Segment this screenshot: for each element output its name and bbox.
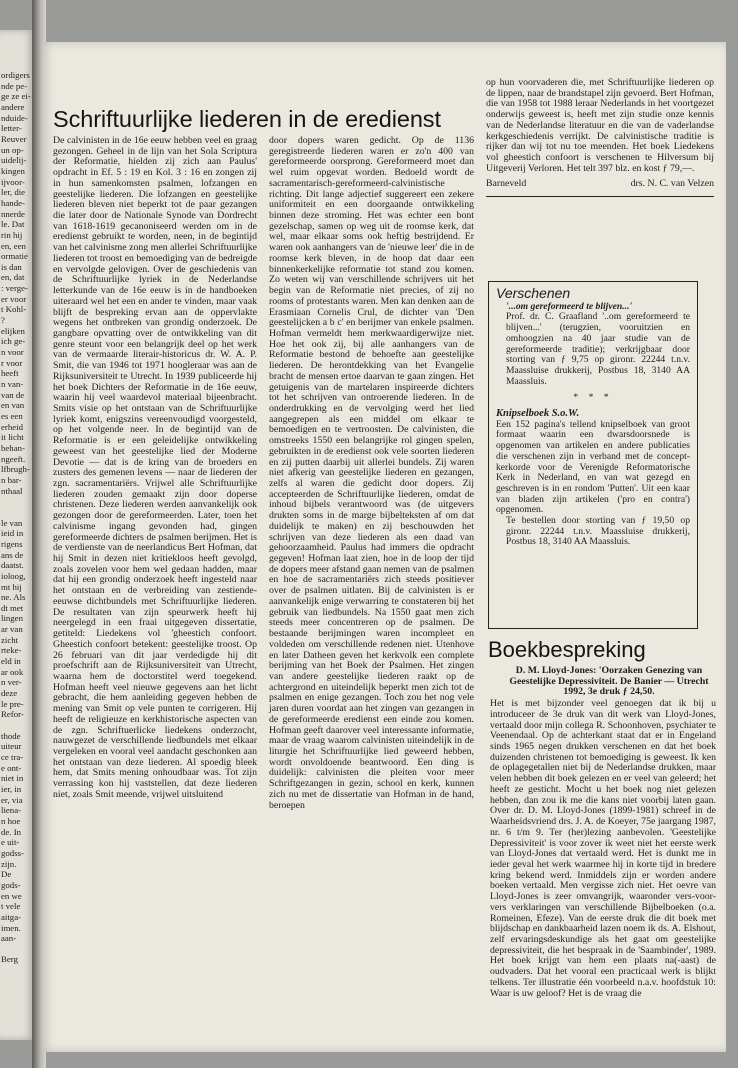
article-column-2 [269,136,474,811]
book1-text: Prof. dr. C. Graafland '..om gereformeerd te blijven...' (terugzien, vooruitzien en omhoogzien na 40 jaar studie van de gereformeerde traditie); verkrijgbaar door storting van ƒ 9,75 op gironr. 22244 t.n.v. Maassluise drukkerij, Postbus 18, 3140 AA Maassluis. [506,311,690,387]
previous-page-fragment: en we [1,890,22,901]
previous-page-fragment: de. In [1,826,22,837]
previous-page-fragment: it licht [1,432,24,443]
previous-page-fragment: nthaal [1,485,23,496]
previous-page-fragment: rin hij [1,229,23,240]
previous-page-fragment: letter- [1,123,22,134]
previous-page-fragment: e ont- [1,762,22,773]
previous-page-fragment: thode [1,730,21,741]
previous-page-fragment: en, dat [1,272,25,283]
previous-page-fragment: t Kohl- [1,304,27,315]
previous-page-fragment: n ver- [1,677,22,688]
review-book-header: D. M. Lloyd-Jones: 'Oorzaken Genezing van Geestelijke Depressiviteit. De Banier — Utrecht 1992, 3e druk ƒ 24,50. [509,665,709,698]
previous-page-fragment: nduide- [1,112,28,123]
previous-page-fragment: behan- [1,442,25,453]
verschenen-heading: Verschenen [496,285,571,301]
verschenen-box [488,281,698,629]
signature-line [486,179,714,190]
separator-stars: * * * [573,392,613,404]
article-text-1: De calvinisten in de 16e eeuw hebben veel en graag gezongen. Geheel in de lijn van het Sola Scriptura der Reformatie, hielden zij zich aan Paulus' opdracht in Ef. 5 : 19 en Kol. 3 : 16 en zongen zij in hun samenkomsten psalmen, lofzangen en geestelijke liederen. Die lofzangen en geestelijke liederen bleven niet beperkt tot de paar gezangen die later door de Nationale Synode van Dordrecht van 1618-1619 gecanoniseerd werden om in de eredienst gebruikt te worden, neen, in de begintijd van het calvinisme zong men allerlei Schriftuurlijke liederen tot troost en bemoediging van de bedreigde en vervolgde gelovigen. Over de geschiedenis van de Schriftuurlijke lyriek in de Nederlandse letterkunde van de 16e eeuw is in de handboeken uiteraard wel het een en ander te vinden, maar vaak blijft de bespreking ervan aan de oppervlakte wegens het ontbreken van grondig onderzoek. De gangbare opvatting over de ontwikkeling van dit genre steunt voor een belangrijk deel op het werk van de vermaarde literair-historicus dr. W. A. P. Smit, die van 1946 tot 1971 hoogleraar was aan de Rijksuniversiteit te Utrecht. In 1939 publiceerde hij het boek Dichters der Reformatie in de 16e eeuw, waarin hij veel waardevol materiaal bijeenbracht. Smits visie op het ontstaan van de Schriftuurlijke lyriek komt, enigszins vereenvoudigd voorgesteld, op het volgende neer. In de begintijd van de Reformatie is er een geleidelijke ontwikkeling geweest van het geestelijke lied der Moderne Devotie — dat is de kring van de broeders en zusters des gemenen levens — naar de liederen der zgn. sacramentariërs. Vrijwel alle Schriftuurlijke liederen zouden gemaakt zijn door doperse christenen. Deze liederen werden aanvankelijk ook gezongen door de gereformeerden. Later, toen het calvinisme ingang gevonden had, gingen gereformeerde dichters de psalmen berijmen. Het is de verdienste van de neerlandicus Bert Hofman, dat hij Smit in dezen niet kritiekloos heeft gevolgd, zoals zovelen voor hem wel gedaan hadden, maar dat hij een grondig onderzoek heeft ingesteld naar het ontstaan en de verbreiding van zestiende-eeuwse dichtbundels met Schriftuurlijke liederen. De resultaten van zijn speurwerk heeft hij neergelegd in een fraai uitgegeven dissertatie, getiteld: Liedekens vol 'gheestich confoort. Gheestich confoort betekent: geestelijke troost. Op 26 februari van dit jaar verdedigde hij dit proefschrift aan de Rijksuniversiteit van Utrecht, waarna hem de doctorstitel werd toegekend. Hofman heeft veel nieuwe gegevens aan het licht gebracht, die hem aanleiding gegeven hebben de mening van Smit op vele punten te corrigeren. Hij heeft de religieuze en kerkhistorische aspecten van de zgn. Schriftuerlicke liedekens onderzocht, nauwgezet de verschillende liedbundels met elkaar vergeleken en vooral veel aandacht geschonken aan het ontstaan van deze liederen. Al spoedig bleek hem, dat Smits mening onhoudbaar was. Tot zijn verrassing kon hij vaststellen, dat deze liederen niet, zoals Smit meende, vrijwel uitsluitend [53,135,257,800]
previous-page-fragment: aan- [1,933,17,944]
previous-page-fragment: erheid [1,421,23,432]
article-column-1 [53,136,257,801]
book2-title: Knipselboek S.o.W. [496,408,580,420]
previous-page-fragment: er, via [1,794,23,805]
previous-page-fragment: hande- [1,197,25,208]
previous-page-fragment: zicht [1,634,19,645]
previous-page-fragment: : verge- [1,283,28,294]
previous-page-fragment: ieid in [1,528,24,539]
previous-page-fragment: mt hij [1,581,22,592]
article-text-2: door dopers waren gedicht. Op de 1136 geregistreerde liederen waren er zo'n 400 van gereformeerde oorsprong. Gereformeerd moet dan wel ruim opgevat worden. Bedoeld wordt de sacramentarisch-gereformeerd-calvinistische richting. Dit lange adjectief suggereert een zekere uniformiteit en een doorgaande ontwikkeling binnen deze stroming. Het was echter een bont gezelschap, samen op weg uit de roomse kerk, dat wel, maar elkaar soms ook heftig bestrijdend. Er waren ook aanhangers van de 'nieuwe leer' die in de roomse kerk bleven, in de hoop dat daar een binnenkerkelijke reformatie tot stand zou komen. Zo weten wij van verschillende schrijvers uit het begin van de Reformatie niet precies, of zij no rooms of protestants waren. Men kan denken aan de Erasmiaan Cornelis Crul, de dichter van 'Den geestelijcken a b c' en berijmer van enkele psalmen. Hofman vermeldt hem merkwaardigerwijze niet. Hoe het ook zij, bij alle aanhangers van de Reformatie bestond de behoefte aan geestelijke liederen. De herontdekking van het Evangelie bracht de mensen ertoe daarvan te gaan zingen. Het getuigenis van de martelaren inspireerde dichters tot het schrijven van ontroerende liederen. In de onderdrukking en de vervolging werd het lied aangegrepen als een middel om elkaar te bemoedigen en te vertroosten. De calvinisten, die omstreeks 1550 een belangrijke rol gingen spelen, gebruikten in de eredienst ook vele soorten liederen en zij putten daarbij uit allerlei bundels. Zij waren niet afkerig van geestelijke liederen en gezangen, zelfs al waren die gedicht door dopers. Zij accepteerden de Schriftuurlijke liederen, omdat de inhoud bijbels verantwoord was (de uitgevers drukten soms in de marge bijbelteksten af om dat duidelijk te maken) en zij beschouwden het schrijven van deze liederen als een daad van gehoorzaamheid. Paulus had immers die opdracht gegeven! Hofman laat zien, hoe in de loop der tijd de dopers meer afstand gaan nemen van de psalmen en hoe de sacramentariërs zich steeds positiever over de psalmen uitlaten. Bij de calvinisten is er aanvankelijk enige verwarring te constateren bij het gebruik van liedbundels. Na 1550 gaat men zich steeds meer concentreren op de psalmen. De bestaande berijmingen waren incompleet en voldeden om verschillende redenen niet. Utenhove en later Datheen geven het kerkvolk een complete berijming van het Boek der Psalmen. Het zingen van andere geestelijke liederen raakt op de achtergrond en uiteindelijk beperkt men zich tot de psalmen en enige gezangen. Toch zou het nog vele jaren duren voordat aan het zingen van gezangen in de gereformeerde eredienst een einde zou komen. Hofman geeft daarover veel interessante informatie, maar de vraag waarom calvinisten uiteindelijk in de liturgie het Schriftuurlijke lied geweerd hebben, wordt onvoldoende beantwoord. Een ding is duidelijk: calvinisten die pleiten voor meer Schriftgezangen in gezin, school en kerk, kunnen zich nu met de dissertatie van Hofman in de hand, beroepen [269,135,474,811]
book2-text: Een 152 pagina's tellend knipselboek van groot formaat waarin een dwarsdoorsnede is opgenomen van artikelen en andere publicaties die verschenen zijn in verband met de concept-kerkorde voor de Verenigde Reformatorische Kerk in Nederland, en van wat gezegd en geschreven is in en rondom 'Putten'. Uit een kaar van bladen zijn artikelen ('pro en contra') opgenomen. [496,418,690,516]
previous-page-fragment: en, een [1,240,26,251]
previous-page-fragment: De [1,869,12,880]
previous-page-fragment: ich ge- [1,336,26,347]
signature-place: Barneveld [486,178,527,190]
previous-page-fragment: ? [1,315,5,326]
previous-page-fragment: ormatie [1,251,28,262]
previous-page-fragment: en van [1,400,25,411]
previous-page-fragment: er voor [1,293,27,304]
previous-page-fragment: dt met [1,602,24,613]
divider [486,196,714,197]
book2-order: Te bestellen door storting van ƒ 19,50 op gironr. 22244 t.n.v. Maassluise drukkerij, Postbus 18, 3140 AA Maassluis. [506,515,690,548]
previous-page-fragment: t vele [1,901,21,912]
previous-page-fragment: aitga- [1,911,22,922]
previous-page-fragment: daatst. [1,560,24,571]
previous-page-fragment [1,944,36,955]
article-column-3 [486,78,714,197]
previous-page-fragment: Refor- [1,709,24,720]
previous-page-fragment: es een [1,411,23,421]
book1-title: '...om gereformeerd te blijven...' [506,300,633,312]
previous-page-fragment: gods- [1,879,21,890]
previous-page-fragment: nde pe- [1,80,28,91]
previous-page-fragment: niet in [1,773,24,784]
previous-page-fragment: n van- [1,379,24,390]
previous-page-fragment: ier, in [1,783,22,794]
article-text-3: op hun voorvaderen die, met Schriftuurlijke liederen op de lippen, naar de brandstapel zijn gevoerd. Bert Hofman, die van 1958 tot 1988 leraar Nederlands in het voortgezet onderwijs geweest is, heeft met zijn studie onze kennis van de Nederlandse literatuur en die van de vaderlandse kerkgeschiedenis verrijkt. De calvinistische traditie is rijker dan wij tot nu toe meenden. Het boek Liedekens vol gheestich confoort is verschenen te Hilversum bij Uitgeverij Verloren. Het telt 397 blz. en kost ƒ 79,—. [486,77,714,174]
previous-page-fragment: zijn. [1,858,17,869]
previous-page-fragment: uidelij- [1,155,27,166]
previous-page-fragment: e uit- [1,837,20,848]
previous-page-fragment: ler, die [1,187,26,198]
previous-page-fragment: heeft [1,368,19,379]
previous-page-fragment: kingen [1,165,25,176]
previous-page-fragment: ngeeft. [1,453,26,464]
signature-author: drs. N. C. van Velzen [630,178,714,190]
previous-page-fragment: eld in [1,656,21,667]
previous-page-fragment: le van [1,517,23,528]
previous-page-fragment: ans de [1,549,24,560]
previous-page-fragment: Reuver [1,133,27,144]
previous-page-fragment: rteke- [1,645,22,656]
previous-page-fragment: lfbrugh- [1,464,30,475]
previous-page-text [0,30,36,965]
previous-page-fragment: uiteur [1,741,22,752]
previous-page-fragment [1,496,36,507]
previous-page-fragment: r voor [1,357,23,368]
review-text: Het is met bijzonder veel genoegen dat ik bij u introduceer de 3e druk van dit werk van Lloyd-Jones, vertaald door mijn collega R. Schoonhoven, psychiater te Veenendaal. Op de achterkant staat dat er in Engeland sinds 1965 negen drukken verschenen en dat het boek duizenden christenen tot bemoediging is geweest. Ik ken de oplagegetallen niet bij de Nederlandse drukken, maar velen hebben dit boek gelezen en er veel van geleerd; het heeft ze gesticht. Mocht u het boek nog niet gelezen hebben, dan zou ik me die kans niet voorbij laten gaan. Over dr. D. M. Lloyd-Jones (1899-1981) schreef in de Waarheidsvriend drs. J. A. de Koeyer, 75e jaargang 1987, nr. 6 t/m 9. Ter (her)lezing aanbevolen. 'Geestelijke Depressiviteit' is voor zover ik weet niet het eerste werk van Lloyd-Jones dat vertaald werd. Het is dunkt me in ieder geval het werk waarmee hij in korte tijd in bredere kring bekend werd. Inmiddels zijn er worden andere boeken vertaald. Men vergisse zich niet. Het oevre van Lloyd-Jones is zeer omvangrijk, waaronder vers-voor-vers verklaringen van verschillende Bijbelboeken (o.a. Romeinen, Efeze). Van de eerste druk die dit boek met blijdschap en dankbaarheid lazen noem ik ds. A. Elshout, zelf ervaringsdeskundige als het gaat om geestelijke depressiviteit, die het bespraak in de 'Saambinder', 1989. Het boek krijgt van hem een plaats na(-aast) de oudvaders. Dat het vooral een practicaal werk is blijkt telkens. Ter illustratie één voorbeeld n.a.v. hoofdstuk 10: Waar is uw geloof? Het is de vraag die [490,698,716,999]
previous-page-fragment: un op- [1,144,24,155]
previous-page-fragment: le pre- [1,698,24,709]
previous-page-fragment: godss- [1,847,24,858]
previous-page-fragment: andere [1,101,25,112]
previous-page-fragment [1,720,36,731]
previous-page-fragment: ordigers [1,70,30,80]
previous-page-fragment: ne. Als [1,592,26,603]
previous-page-fragment: imen. [1,922,21,933]
previous-page-fragment: n voor [1,347,24,358]
previous-page-fragment: van de [1,389,25,400]
previous-page-fragment: deze [1,688,18,699]
previous-page-fragment: ar van [1,624,23,635]
article-title: Schriftuurlijke liederen in de eredienst [53,106,441,132]
previous-page-fragment: ar ook [1,666,24,677]
previous-page-fragment: le. Dat [1,219,25,230]
previous-page-fragment [1,507,36,518]
previous-page-fragment: n hoe [1,815,21,826]
boekbespreking-heading: Boekbespreking [488,637,646,662]
previous-page-fragment: Berg [1,954,18,965]
previous-page-fragment: rigens [1,538,23,549]
magazine-page [42,42,726,1052]
previous-page-fragment: ioloog, [1,570,26,581]
previous-page-fragment: elijken [1,325,25,336]
previous-page-fragment: nnerde [1,208,25,219]
previous-page-fragment: ge ze ei- [1,91,31,102]
boekbespreking-column [490,666,716,999]
previous-page-fragment: n bar- [1,474,22,485]
previous-page-fragment: ce tra- [1,752,24,762]
previous-page-fragment: is dan [1,261,22,272]
previous-page-fragment: lingen [1,613,23,624]
previous-page-edge [0,30,36,1040]
previous-page-fragment: liena- [1,805,22,816]
previous-page-fragment: ijvoor- [1,176,25,187]
